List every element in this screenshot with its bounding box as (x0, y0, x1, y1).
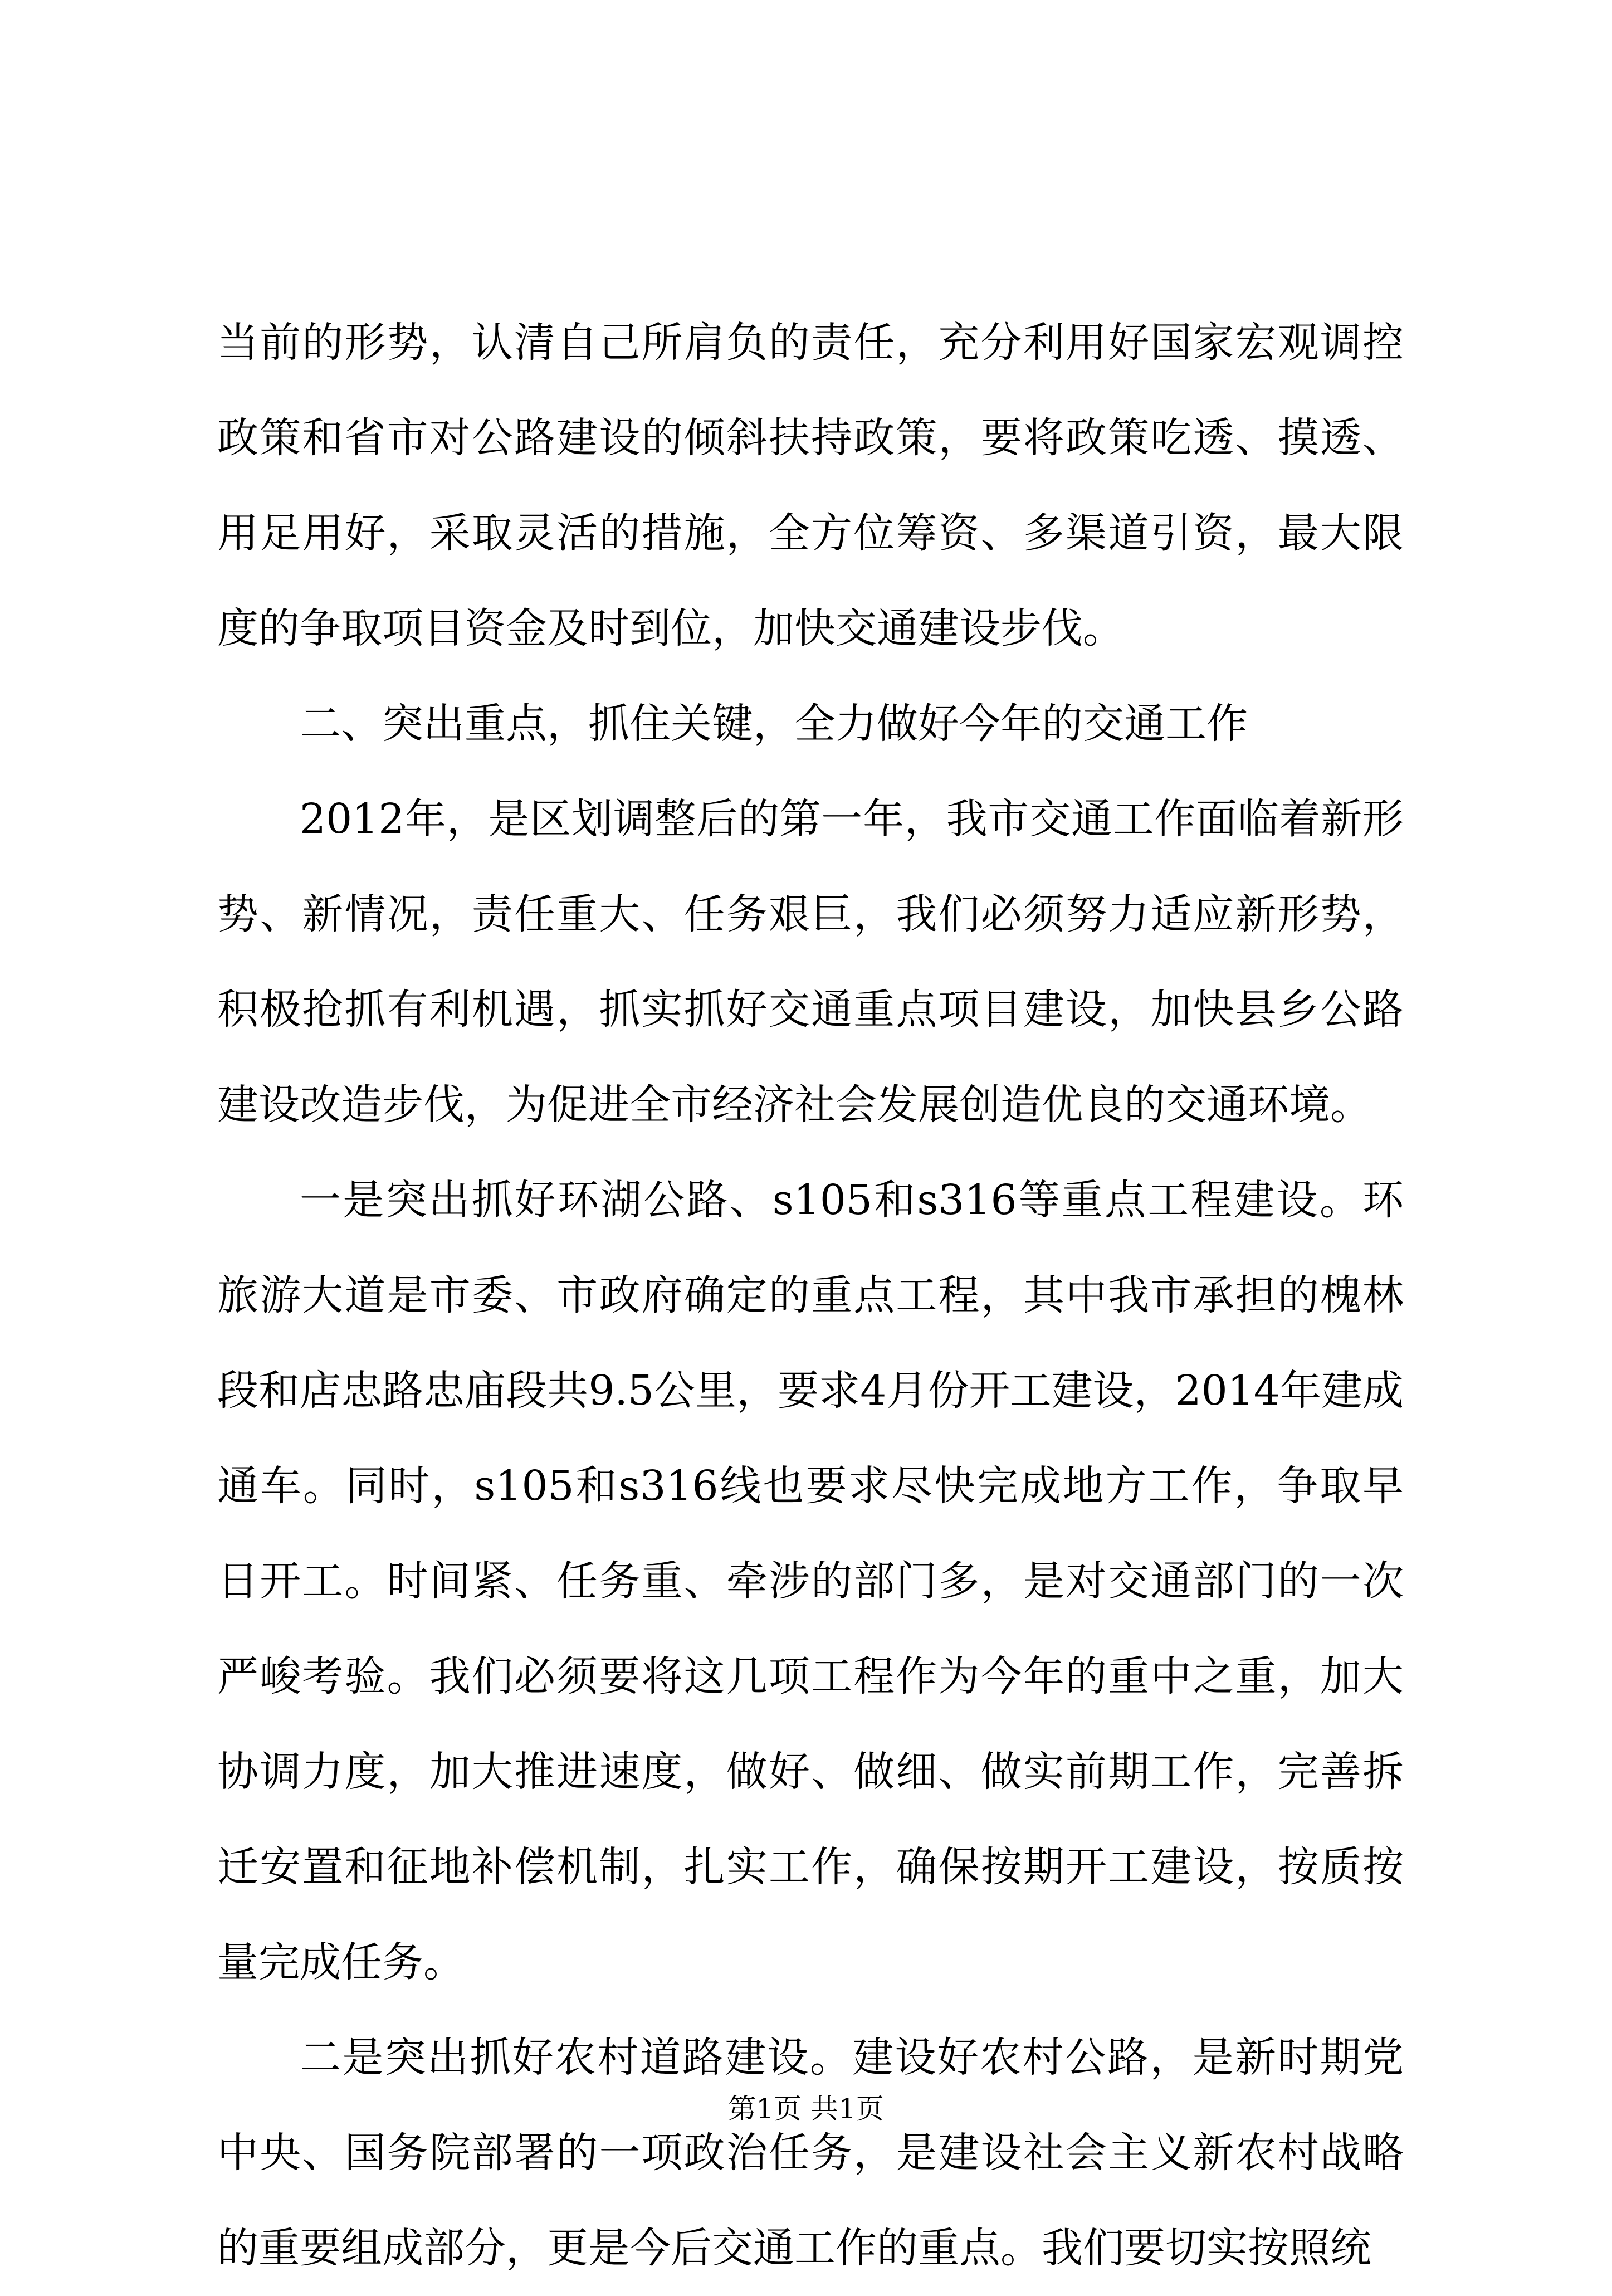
paragraph-2: 2012年，是区划调整后的第一年，我市交通工作面临着新形势、新情况，责任重大、任务艰巨，我们必须努力适应新形势，积极抢抓有利机遇，抓实抓好交通重点项目建设，加快县乡公路建设改造步伐，为促进全市经济社会发展创造优良的交通环境。 (217, 795, 1404, 1129)
paragraph-4: 二是突出抓好农村道路建设。建设好农村公路，是新时期党中央、国务院部署的一项政治任务，是建设社会主义新农村战略的重要组成部分，更是今后交通工作的重点。我们要切实按照统 (217, 2034, 1404, 2272)
paragraph-3: 一是突出抓好环湖公路、s105和s316等重点工程建设。环旅游大道是市委、市政府确定的重点工程，其中我市承担的槐林段和店忠路忠庙段共9.5公里，要求4月份开工建设，2014年建成通车。同时，s105和s316线也要求尽快完成地方工作，争取早日开工。时间紧、任务重、牵涉的部门多，是对交通部门的一次严峻考验。我们必须要将这几项工程作为今年的重中之重，加大协调力度，加大推进速度，做好、做细、做实前期工作，完善拆迁安置和征地补偿机制，扎实工作，确保按期开工建设，按质按量完成任务。 (217, 1176, 1404, 1986)
paragraph-1: 当前的形势，认清自己所肩负的责任，充分利用好国家宏观调控政策和省市对公路建设的倾斜扶持政策，要将政策吃透、摸透、用足用好，采取灵活的措施，全方位筹资、多渠道引资，最大限度的争取项目资金及时到位，加快交通建设步伐。 (217, 319, 1404, 652)
section-heading: 二、突出重点，抓住关键，全力做好今年的交通工作 (300, 700, 1248, 748)
page-footer: 第1页 共1页 (728, 2093, 884, 2125)
document-body (217, 295, 1404, 2296)
